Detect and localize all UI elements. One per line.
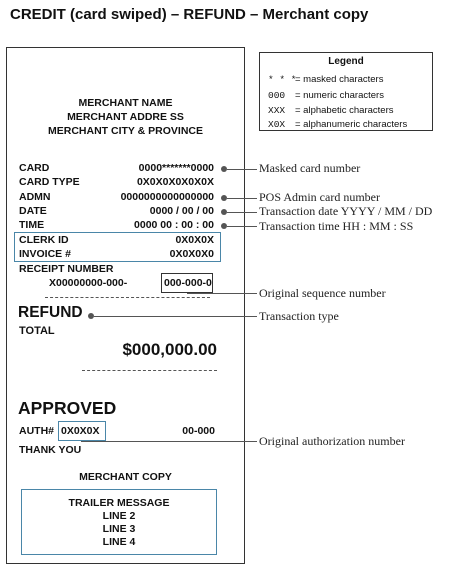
masked-card-annotation: Masked card number	[259, 161, 361, 175]
trailer-line-2: LINE 2	[102, 510, 136, 522]
clerk-id-value: 0X0X0X	[175, 234, 214, 246]
legend-text-alnum: = alphanumeric characters	[295, 119, 408, 130]
trailer-line-1: TRAILER MESSAGE	[68, 497, 170, 509]
legend-text-numeric: = numeric characters	[295, 90, 384, 101]
time-label: TIME	[19, 219, 45, 231]
auth-label: AUTH#	[19, 425, 55, 437]
admn-value: 0000000000000000	[120, 191, 214, 203]
sequence-highlight	[161, 273, 213, 293]
card-type-value: 0X0X0X0X0X0X	[136, 176, 214, 188]
transaction-type: REFUND	[18, 304, 83, 321]
legend-code-alpha: XXX	[268, 105, 286, 116]
merchant-copy: MERCHANT COPY	[79, 471, 172, 483]
txn-type-annotation: Transaction type	[259, 309, 339, 323]
legend-code-alnum: X0X	[268, 119, 286, 130]
auth-suffix: 00-000	[182, 425, 215, 437]
divider	[82, 370, 217, 371]
clerk-id-label: CLERK ID	[19, 234, 69, 246]
invoice-value: 0X0X0X0	[169, 248, 214, 260]
receipt-number-label: RECEIPT NUMBER	[19, 263, 114, 275]
txn-type-connector	[94, 316, 257, 317]
txn-time-connector	[227, 226, 257, 227]
legend-box	[259, 52, 433, 131]
auth-highlight	[58, 421, 106, 441]
merchant-name: MERCHANT NAME	[78, 97, 173, 109]
orig-seq-connector	[187, 293, 257, 294]
legend-code-masked: * * *	[268, 74, 297, 85]
receipt-number-prefix: X00000000-000-	[49, 277, 128, 289]
trailer-line-3: LINE 3	[102, 523, 136, 535]
total-label: TOTAL	[19, 325, 55, 337]
divider	[45, 297, 210, 298]
txn-date-annotation: Transaction date YYYY / MM / DD	[259, 204, 433, 218]
trailer-line-4: LINE 4	[102, 536, 136, 548]
pos-admin-connector	[227, 198, 257, 199]
auth-value: 0X0X0X	[61, 425, 100, 437]
legend-text-masked: = masked characters	[295, 74, 384, 85]
page-title: CREDIT (card swiped) – REFUND – Merchant copy	[10, 6, 369, 23]
txn-date-connector	[227, 212, 257, 213]
legend-text-alpha: = alphabetic characters	[295, 105, 394, 116]
orig-auth-annotation: Original authorization number	[259, 434, 405, 448]
masked-card-connector	[227, 169, 257, 170]
txn-time-annotation: Transaction time HH : MM : SS	[259, 219, 414, 233]
total-amount: $000,000.00	[122, 340, 217, 359]
legend-code-numeric: 000	[268, 90, 286, 101]
merchant-address: MERCHANT ADDRE SS	[67, 111, 184, 123]
invoice-label: INVOICE #	[19, 248, 71, 260]
pos-admin-annotation: POS Admin card number	[259, 190, 380, 204]
approved-status: APPROVED	[18, 398, 117, 418]
card-type-label: CARD TYPE	[19, 176, 80, 188]
time-value: 0000 00 : 00 : 00	[134, 219, 214, 231]
legend-title: Legend	[328, 56, 364, 67]
orig-auth-connector	[81, 441, 257, 442]
date-label: DATE	[19, 205, 47, 217]
card-label: CARD	[19, 162, 50, 174]
receipt-number-sequence: 000-000-0	[164, 277, 212, 289]
card-value: 0000*******0000	[138, 162, 214, 174]
orig-seq-annotation: Original sequence number	[259, 286, 386, 300]
admn-label: ADMN	[19, 191, 51, 203]
thank-you: THANK YOU	[19, 444, 82, 456]
date-value: 0000 / 00 / 00	[149, 205, 214, 217]
merchant-city: MERCHANT CITY & PROVINCE	[48, 125, 203, 137]
